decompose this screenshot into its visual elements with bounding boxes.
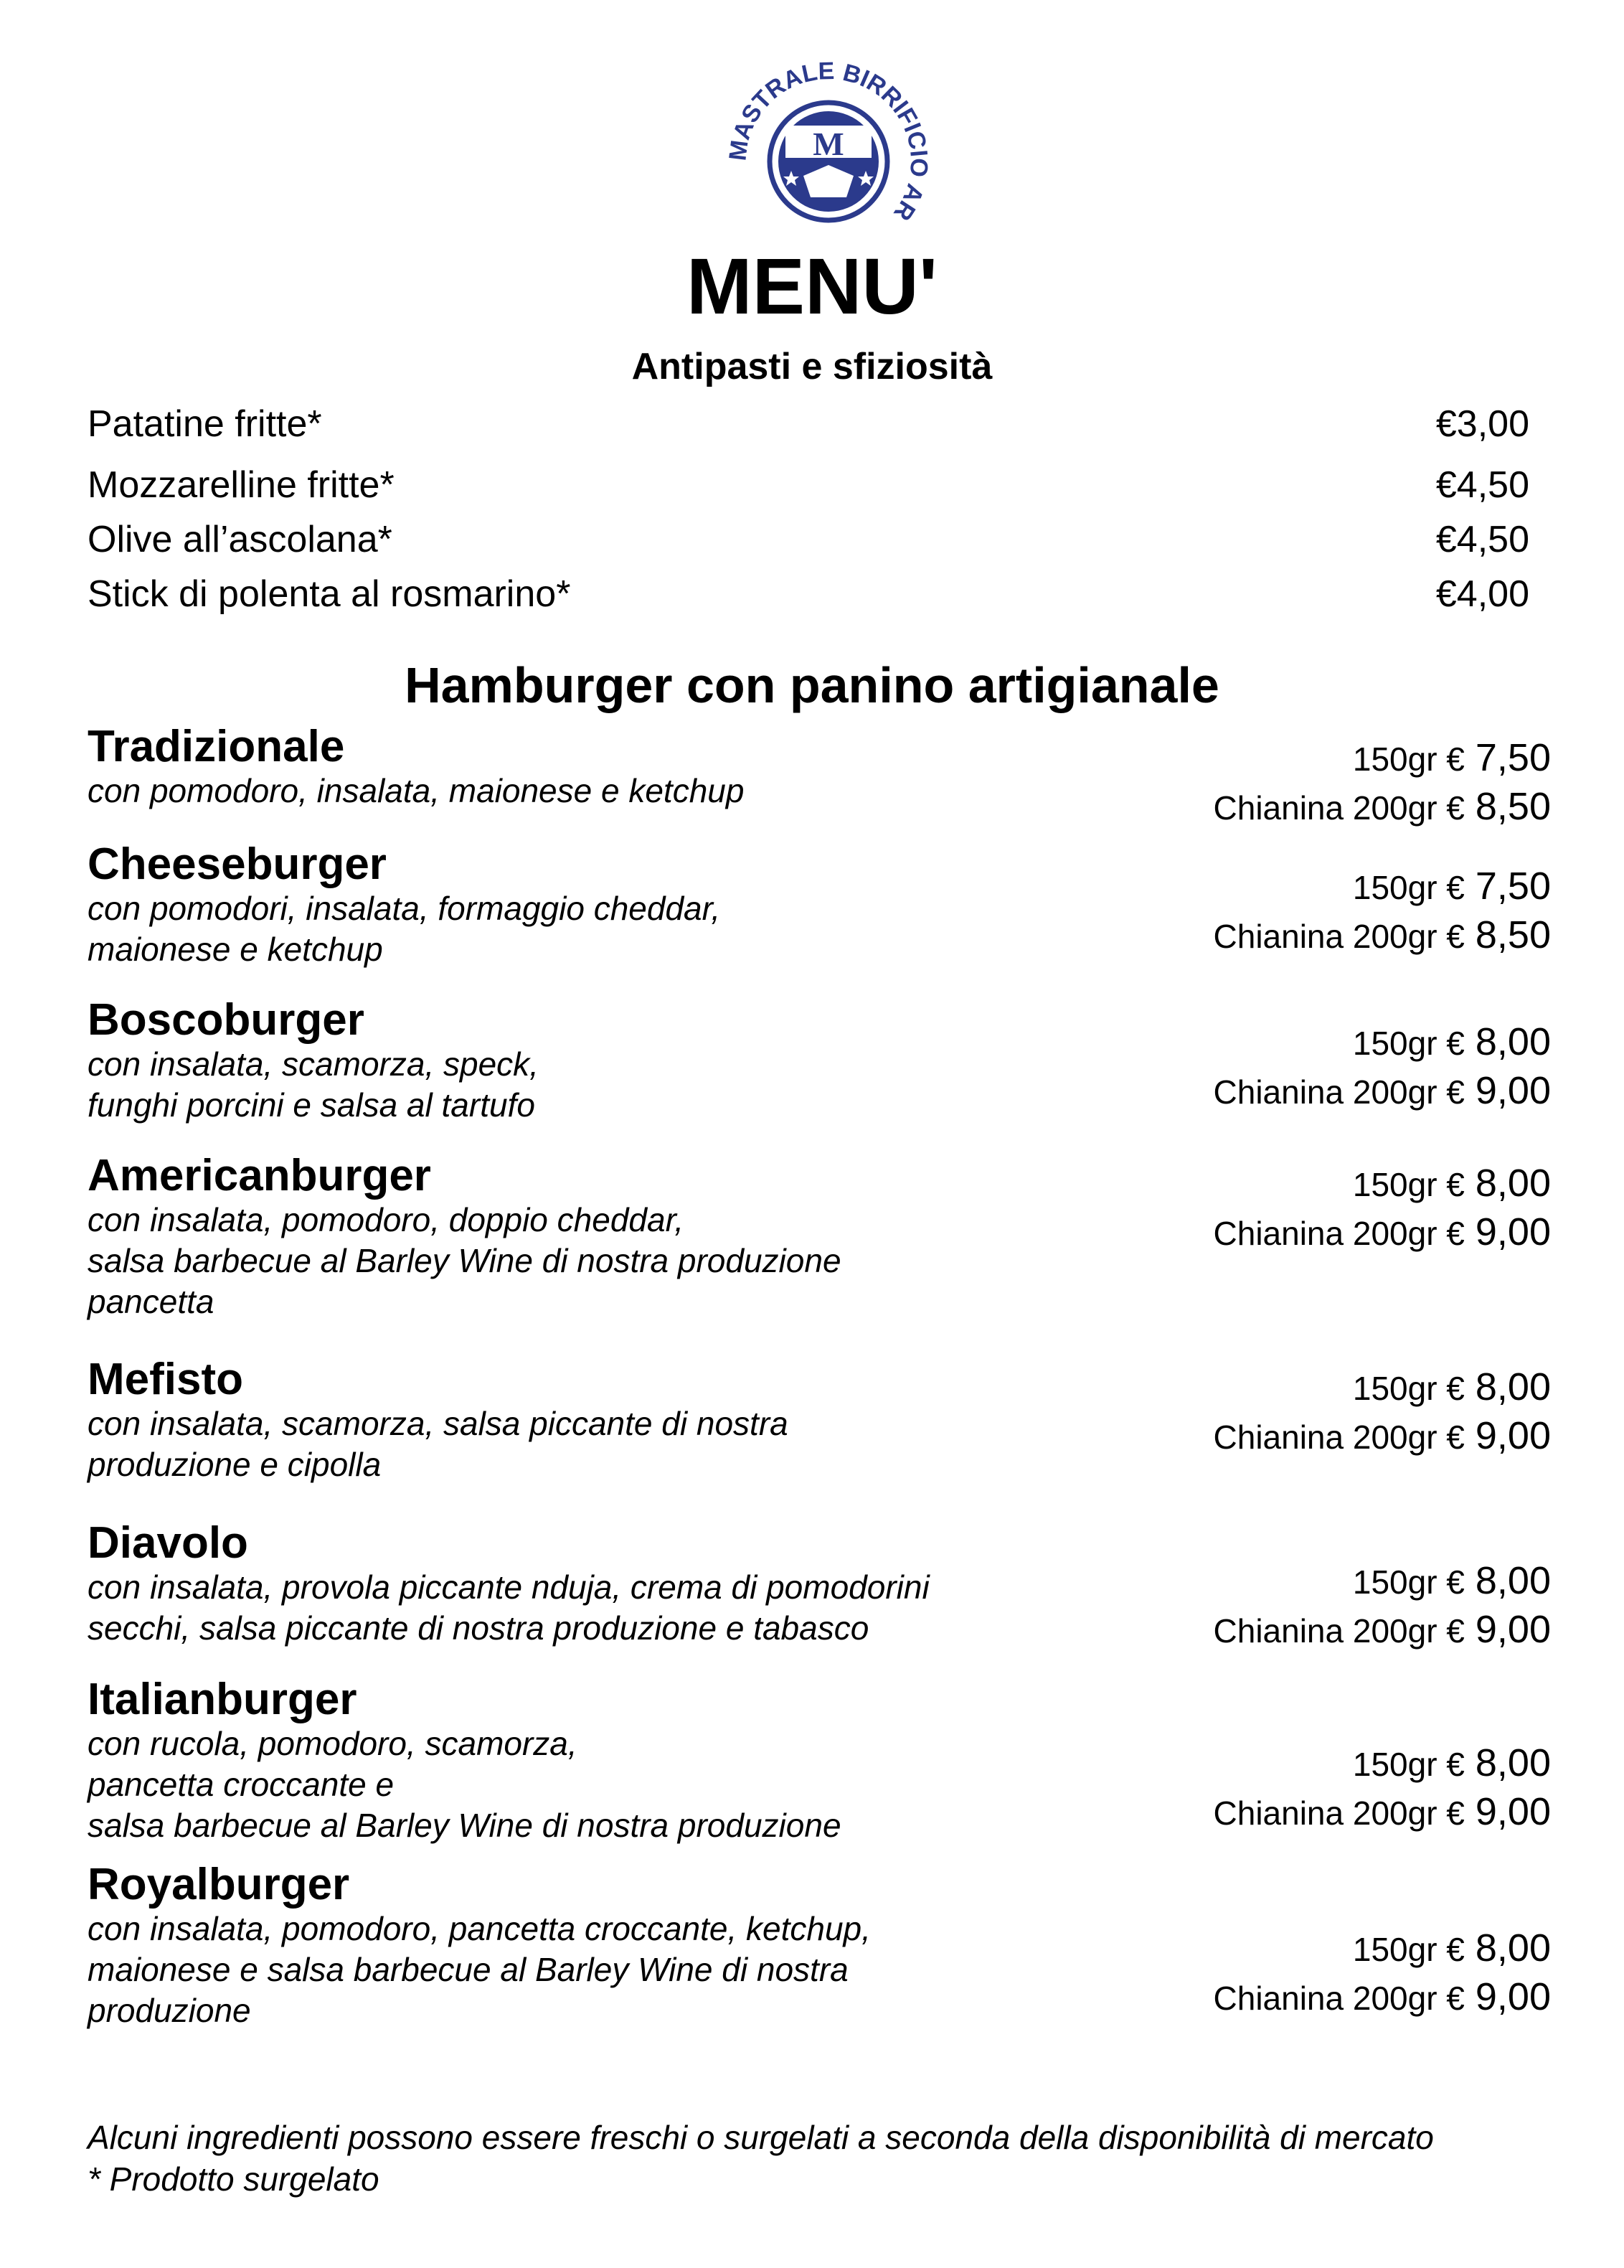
item-name: Cheeseburger — [88, 839, 387, 889]
item-prices: 150gr € 8,00 Chianina 200gr € 9,00 — [1213, 1020, 1551, 1112]
item-name: Americanburger — [88, 1151, 431, 1200]
item-price: €4,50 — [1435, 464, 1529, 506]
item-description: con pomodoro, insalata, maionese e ketchup — [88, 772, 745, 809]
menu-item-diavolo — [88, 1520, 1551, 1649]
item-name: Stick di polenta al rosmarino* — [88, 573, 571, 615]
item-name: Tradizionale — [88, 722, 345, 771]
item-name: Diavolo — [88, 1518, 248, 1568]
page-title: MENU' — [686, 243, 938, 331]
item-prices: 150gr € 8,00 Chianina 200gr € 9,00 — [1213, 1741, 1551, 1833]
footer-frozen-note: * Prodotto surgelato — [88, 2160, 379, 2198]
item-description: con insalata, pomodoro, pancetta croccante, ketchup, maionese e salsa barbecue al Barley Wine di nostra produzione — [88, 1910, 871, 2029]
item-description: con insalata, provola piccante nduja, crema di pomodorini secchi, salsa piccante di nostra produzione e tabasco — [88, 1568, 930, 1647]
menu-item-royalburger — [88, 1861, 1551, 2031]
item-name: Royalburger — [88, 1860, 350, 1909]
item-description: con pomodori, insalata, formaggio cheddar, maionese e ketchup — [88, 890, 721, 968]
item-prices: 150gr € 8,00 Chianina 200gr € 9,00 — [1213, 1926, 1551, 2018]
menu-item-italianburger — [88, 1676, 1551, 1846]
menu-item-boscoburger — [88, 997, 1551, 1126]
hamburger-heading: Hamburger con panino artigianale — [405, 657, 1219, 713]
menu-item-mefisto — [88, 1356, 1551, 1485]
menu-item-tradizionale — [88, 722, 1551, 828]
logo-monogram: M — [813, 126, 844, 162]
item-price: €3,00 — [1435, 403, 1529, 445]
item-name: Patatine fritte* — [88, 403, 322, 445]
item-name: Mefisto — [88, 1355, 243, 1404]
item-description: con insalata, scamorza, speck, funghi porcini e salsa al tartufo — [88, 1045, 539, 1124]
item-description: con rucola, pomodoro, scamorza, pancetta croccante e salsa barbecue al Barley Wine di nostra produzione — [88, 1725, 841, 1844]
antipasti-heading: Antipasti e sfiziosità — [631, 346, 993, 387]
item-name: Boscoburger — [88, 995, 364, 1045]
item-prices: 150gr € 8,00 Chianina 200gr € 9,00 — [1213, 1162, 1551, 1253]
menu-item-cheeseburger — [88, 841, 1551, 970]
item-name: Italianburger — [88, 1675, 357, 1724]
item-description: con insalata, pomodoro, doppio cheddar, salsa barbecue al Barley Wine di nostra produzione pancetta — [88, 1201, 841, 1320]
item-price: €4,50 — [1435, 519, 1529, 560]
logo-ring-text: MASTRALE BIRRIFICIO AR — [724, 57, 933, 226]
item-prices: 150gr € 8,00 Chianina 200gr € 9,00 — [1213, 1559, 1551, 1651]
item-prices: 150gr € 7,50 Chianina 200gr € 8,50 — [1213, 736, 1551, 828]
item-prices: 150gr € 7,50 Chianina 200gr € 8,50 — [1213, 865, 1551, 956]
item-price: €4,00 — [1435, 573, 1529, 615]
footer-note — [88, 2117, 1434, 2200]
item-description: con insalata, scamorza, salsa piccante di nostra produzione e cipolla — [88, 1405, 788, 1483]
item-prices: 150gr € 8,00 Chianina 200gr € 9,00 — [1213, 1365, 1551, 1457]
footer-disclaimer: Alcuni ingredienti possono essere freschi o surgelati a seconda della disponibilità di mercato — [88, 2119, 1434, 2156]
brewery-logo — [717, 43, 940, 265]
item-name: Mozzarelline fritte* — [88, 464, 395, 506]
item-name: Olive all’ascolana* — [88, 519, 392, 560]
menu-item-americanburger — [88, 1152, 1551, 1322]
